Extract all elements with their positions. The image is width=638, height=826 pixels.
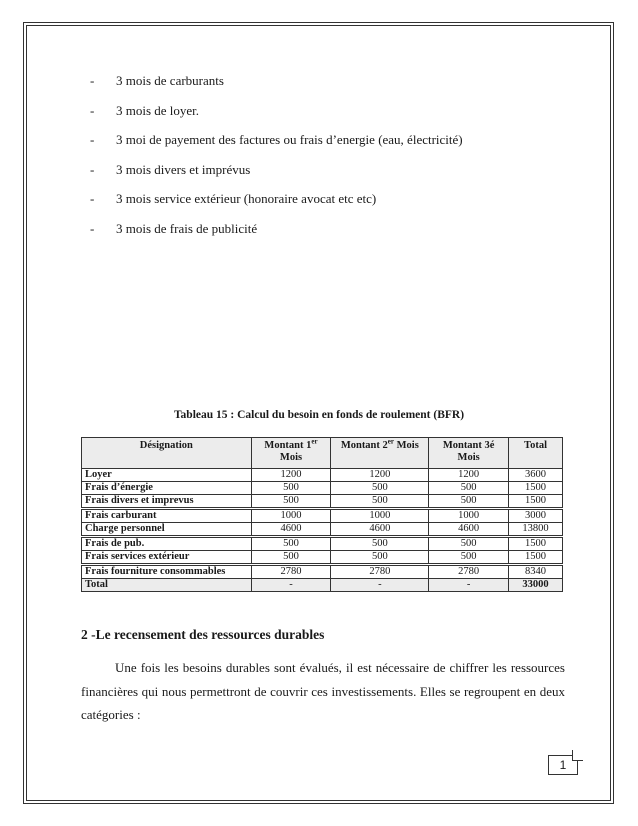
cell-month-1: 500 [251,551,331,565]
row-label: Frais carburant [82,509,252,523]
table-row [82,551,563,565]
table-header-row [82,438,563,469]
bullet-dash: - [90,102,95,118]
bullet-item [90,103,463,133]
row-label: Charge personnel [82,523,252,537]
bullet-item [90,191,463,221]
cell-month-2: 2780 [331,565,429,579]
table-row [82,537,563,551]
section-heading: 2 -Le recensement des ressources durables [81,627,325,642]
cell-month-3: 500 [429,537,509,551]
table-row [82,495,563,509]
table-row [82,565,563,579]
table-total-row [82,579,563,592]
cell-month-2: 500 [331,551,429,565]
bullet-text: 3 mois de carburants [116,73,224,88]
cell-month-1: 500 [251,537,331,551]
row-label: Total [82,579,252,592]
bullet-item [90,162,463,192]
cell-total: 1500 [509,495,563,509]
bullet-item [90,132,463,162]
header-month-1: Montant 1er Mois [251,438,331,469]
cell-month-3: 500 [429,551,509,565]
cell-month-1: - [251,579,331,592]
bullet-dash: - [90,161,95,177]
table-row [82,509,563,523]
bullet-item [90,221,463,251]
bullet-dash: - [90,132,95,148]
cell-total: 1500 [509,551,563,565]
cell-month-1: 500 [251,482,331,495]
row-label: Frais fourniture consommables [82,565,252,579]
cell-month-3: 500 [429,495,509,509]
body-paragraph: Une fois les besoins durables sont évalués, il est nécessaire de chiffrer les ressources financières qui nous permettront de couvrir ces investissements. Elles se regroupent en deux catégories : [81,660,565,722]
table-caption: Tableau 15 : Calcul du besoin en fonds de roulement (BFR) [173,409,465,421]
cell-month-3: 4600 [429,523,509,537]
row-label: Loyer [82,469,252,482]
cell-month-3: 1200 [429,469,509,482]
cell-month-2: 4600 [331,523,429,537]
cell-total: 3600 [509,469,563,482]
table-row [82,469,563,482]
bullet-dash: - [90,220,95,236]
page-number: 1 [548,755,578,775]
row-label: Frais d’énergie [82,482,252,495]
cell-month-1: 1000 [251,509,331,523]
header-month-2: Montant 2er Mois [331,438,429,469]
cell-month-3: - [429,579,509,592]
row-label: Frais divers et imprevus [82,495,252,509]
cell-total: 1500 [509,537,563,551]
bullet-text: 3 mois de frais de publicité [116,220,258,236]
cell-total: 33000 [509,579,563,592]
cell-month-1: 2780 [251,565,331,579]
cell-month-2: 500 [331,537,429,551]
cell-total: 1500 [509,482,563,495]
bfr-table [81,437,563,592]
table-row [82,523,563,537]
bullet-dash: - [90,191,95,207]
table-row [82,482,563,495]
cell-month-2: 500 [331,482,429,495]
bullet-text: 3 mois divers et imprévus [116,161,251,177]
bullet-list [90,73,463,251]
cell-total: 13800 [509,523,563,537]
cell-month-1: 4600 [251,523,331,537]
bullet-text: 3 mois service extérieur (honoraire avocat etc etc) [116,191,377,207]
cell-month-1: 1200 [251,469,331,482]
cell-month-2: 1200 [331,469,429,482]
bullet-text: 3 moi de payement des factures ou frais d’energie (eau, électricité) [116,132,463,148]
row-label: Frais de pub. [82,537,252,551]
cell-month-3: 1000 [429,509,509,523]
bullet-item [90,73,463,103]
cell-month-2: 1000 [331,509,429,523]
row-label: Frais services extérieur [82,551,252,565]
header-designation: Désignation [82,438,252,469]
cell-total: 8340 [509,565,563,579]
cell-month-2: 500 [331,495,429,509]
cell-month-2: - [331,579,429,592]
header-month-3: Montant 3é Mois [429,438,509,469]
cell-month-3: 2780 [429,565,509,579]
cell-month-1: 500 [251,495,331,509]
bullet-dash: - [90,73,95,88]
cell-month-3: 500 [429,482,509,495]
header-total: Total [509,438,563,469]
bullet-text: 3 mois de loyer. [116,102,200,118]
cell-total: 3000 [509,509,563,523]
